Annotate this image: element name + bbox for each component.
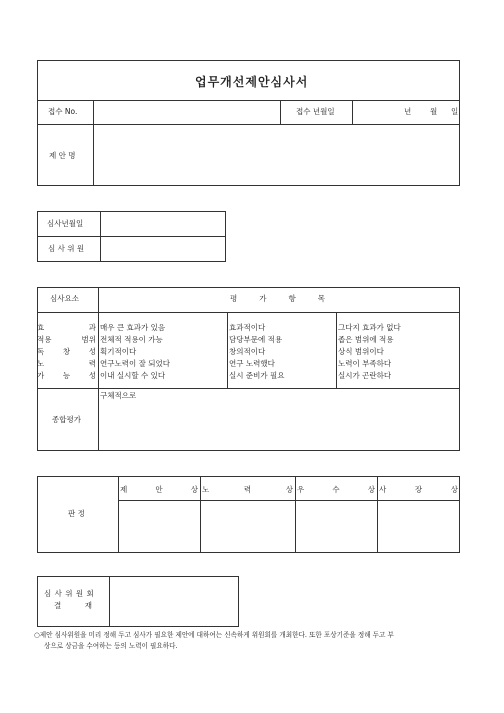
eval-cell: 연구노력이 잘 되었다 [100,359,170,368]
eval-cell: 전체적 적용이 가능 [100,335,163,344]
element-char: 과 [88,323,96,332]
eval-cell: 효과적이다 [229,323,266,332]
eval-cell: 담당부문에 적용 [229,335,283,344]
footnote-line-2: 상으로 상금을 수여하는 등의 노력이 필요하다. [44,642,178,650]
award-char: 상 [450,485,458,494]
eval-cell: 연구 노력했다 [229,359,275,368]
element-char: 적용 [37,335,52,344]
date-day: 일 [451,107,459,116]
overall-eval-label: 종합평가 [52,415,81,424]
header-char: 목 [317,294,325,303]
award-char: 력 [243,485,252,494]
judgment-label: 판 정 [68,509,85,518]
eval-element-scope [37,336,96,344]
eval-cell: 노력이 부족하다 [338,359,392,368]
award-president-cell[interactable] [378,501,459,552]
element-char: 독 [37,347,45,356]
award-effort-cell[interactable] [201,501,294,552]
element-char: 성 [88,371,96,380]
committee-label: 심 사 위 원 회 [44,589,95,598]
date-month: 월 [430,107,438,116]
award-char: 상 [285,485,293,494]
eval-cell: 실시가 곤란하다 [338,371,392,380]
receipt-no-label: 접수 No. [48,107,78,116]
eval-element-feasibility [37,372,96,380]
award-char: 노 [202,485,210,494]
committee-approval-field[interactable] [110,577,238,626]
divider [37,312,460,313]
review-date-label: 심사년월일 [47,219,84,228]
document-title: 업무개선제안심사서 [195,75,309,89]
element-char: 창 [62,347,71,356]
eval-cell: 이내 실시할 수 있다 [100,371,166,380]
award-char: 안 [155,485,163,494]
award-char: 상 [367,485,375,494]
award-president-header [379,486,458,494]
element-char: 능 [62,371,71,380]
award-excellence-cell[interactable] [296,501,376,552]
receipt-date-label: 접수 년월일 [296,107,335,116]
divider [227,312,228,388]
approval-label [54,602,92,610]
award-excellence-header [297,486,375,494]
eval-elements-header: 심사요소 [50,294,79,303]
eval-element-effort [37,360,96,368]
award-char: 사 [379,485,387,494]
eval-cell: 창의적이다 [229,347,266,356]
award-effort-header [202,486,293,494]
divider [280,100,281,124]
element-char: 성 [88,347,96,356]
header-char: 항 [288,294,296,303]
eval-cell: 실시 준비가 필요 [229,371,285,380]
element-char: 력 [88,359,96,368]
review-date-field[interactable] [101,212,225,236]
eval-element-originality [37,348,96,356]
proposal-name-label: 제 안 명 [49,151,76,160]
reviewer-field[interactable] [101,237,225,261]
divider [37,100,460,101]
element-char: 노 [37,359,45,368]
approval-char: 결 [54,601,62,610]
award-proposal-cell[interactable] [119,501,199,552]
header-char: 가 [259,294,267,303]
eval-element-effect [37,324,96,332]
date-year: 년 [404,107,412,116]
eval-items-header [230,295,325,303]
overall-eval-field[interactable] [99,389,459,450]
divider [336,312,337,388]
eval-cell: 그다지 효과가 없다 [338,323,401,332]
eval-cell: 획기적이다 [100,347,137,356]
approval-char: 재 [84,601,92,610]
award-char: 상 [190,485,198,494]
eval-cell: 상식 범위이다 [338,347,384,356]
header-char: 평 [230,294,238,303]
award-char: 장 [414,485,423,494]
award-proposal-header [120,486,198,494]
award-char: 우 [297,485,305,494]
reviewer-label: 심 사 위 원 [48,244,85,253]
element-char: 범위 [81,335,96,344]
eval-cell: 매우 큰 효과가 있음 [100,323,166,332]
element-char: 가 [37,371,45,380]
element-char: 효 [37,323,45,332]
proposal-name-field[interactable] [94,125,459,185]
footnote-line-1: ○제안 심사위원을 미리 정해 두고 심사가 필요한 제안에 대하여는 신속하게 위원회를 개최한다. 또한 포상기준을 정해 두고 부 [34,631,394,639]
award-char: 제 [120,485,128,494]
divider [352,100,353,124]
overall-eval-note: 구체적으로 [100,391,137,400]
eval-cell: 좁은 범위에 적용 [338,335,394,344]
award-char: 수 [332,485,340,494]
